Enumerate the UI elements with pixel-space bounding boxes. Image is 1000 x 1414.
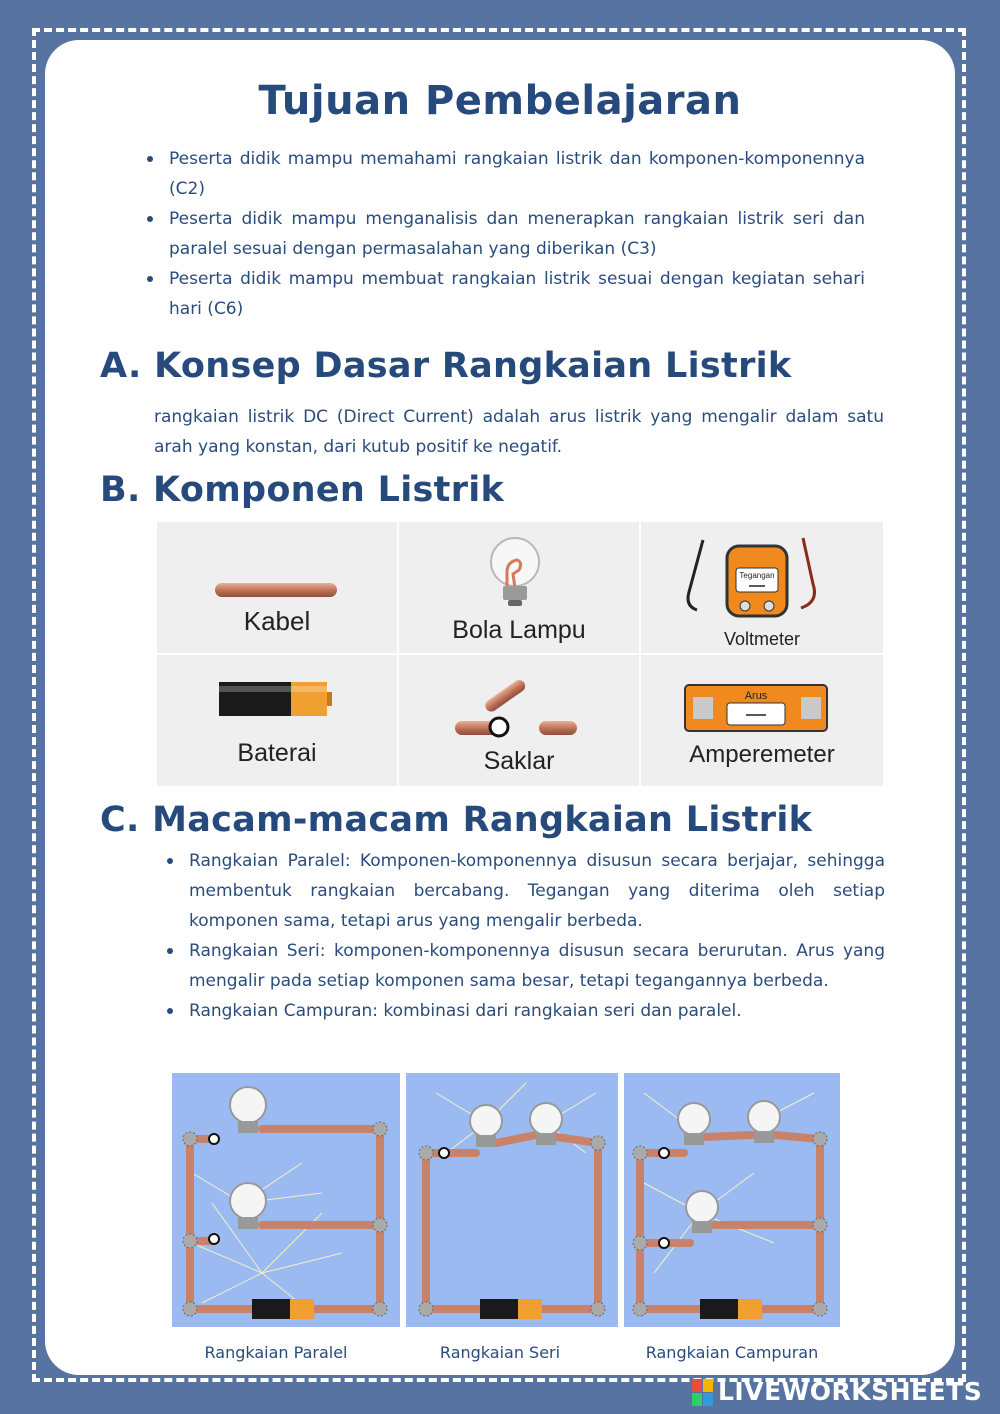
voltmeter-display: Tegangan xyxy=(739,571,775,580)
component-cell-baterai xyxy=(157,655,397,786)
caption-mixed: Rangkaian Campuran xyxy=(645,1343,819,1362)
component-label: Baterai xyxy=(237,739,317,767)
component-label: Amperemeter xyxy=(689,741,835,768)
parallel-circuit-drawing xyxy=(172,1073,400,1327)
component-cell-amperemeter xyxy=(641,655,883,786)
section-b-heading: B. Komponen Listrik xyxy=(100,470,505,510)
circuit-type-item: Rangkaian Campuran: kombinasi dari rangkaian seri dan paralel. xyxy=(165,996,885,1026)
components-grid xyxy=(157,522,883,786)
section-c-heading: C. Macam-macam Rangkaian Listrik xyxy=(100,800,813,840)
component-label: Saklar xyxy=(483,747,555,775)
component-cell-voltmeter xyxy=(641,522,883,653)
section-a-text: rangkaian listrik DC (Direct Current) adalah arus listrik yang mengalir dalam satu arah yang konstan, dari kutub positif ke negatif. xyxy=(154,407,884,457)
series-circuit-drawing xyxy=(406,1073,618,1327)
component-label: Bola Lampu xyxy=(452,616,586,644)
parallel-circuit-diagram xyxy=(172,1073,400,1327)
caption-parallel: Rangkaian Paralel xyxy=(204,1343,348,1362)
component-cell-bola-lampu xyxy=(399,522,639,653)
circuit-type-item: Rangkaian Paralel: Komponen-komponennya disusun secara berjajar, sehingga membentuk rangkaian bercabang. Tegangan yang diterima oleh setiap komponen sama, tetapi arus yang mengalir berbeda. xyxy=(165,846,885,936)
section-a-heading: A. Konsep Dasar Rangkaian Listrik xyxy=(100,346,792,386)
series-circuit-diagram xyxy=(406,1073,618,1327)
caption-series: Rangkaian Seri xyxy=(439,1343,561,1362)
component-label: Voltmeter xyxy=(723,629,801,649)
liveworksheets-logo-icon xyxy=(692,1379,714,1407)
brand-name: LIVEWORKSHEETS xyxy=(718,1377,983,1406)
objective-item: Peserta didik mampu membuat rangkaian listrik sesuai dengan kegiatan sehari hari (C6) xyxy=(145,264,865,324)
component-cell-kabel xyxy=(157,522,397,653)
objective-item: Peserta didik mampu memahami rangkaian listrik dan komponen-komponennya (C2) xyxy=(145,144,865,204)
ammeter-display: Arus xyxy=(744,690,768,702)
page-title: Tujuan Pembelajaran xyxy=(258,78,742,124)
mixed-circuit-drawing xyxy=(624,1073,840,1327)
component-label: Kabel xyxy=(243,606,311,636)
circuit-type-item: Rangkaian Seri: komponen-komponennya disusun secara berurutan. Arus yang mengalir pada setiap komponen sama besar, tetapi tegangannya berbeda. xyxy=(165,936,885,996)
circuit-types-list xyxy=(165,846,885,1026)
mixed-circuit-diagram xyxy=(624,1073,840,1327)
component-cell-saklar xyxy=(399,655,639,786)
objectives-list xyxy=(145,144,865,324)
liveworksheets-logo xyxy=(692,1376,992,1410)
objective-item: Peserta didik mampu menganalisis dan menerapkan rangkaian listrik seri dan paralel sesuai dengan permasalahan yang diberikan (C3) xyxy=(145,204,865,264)
